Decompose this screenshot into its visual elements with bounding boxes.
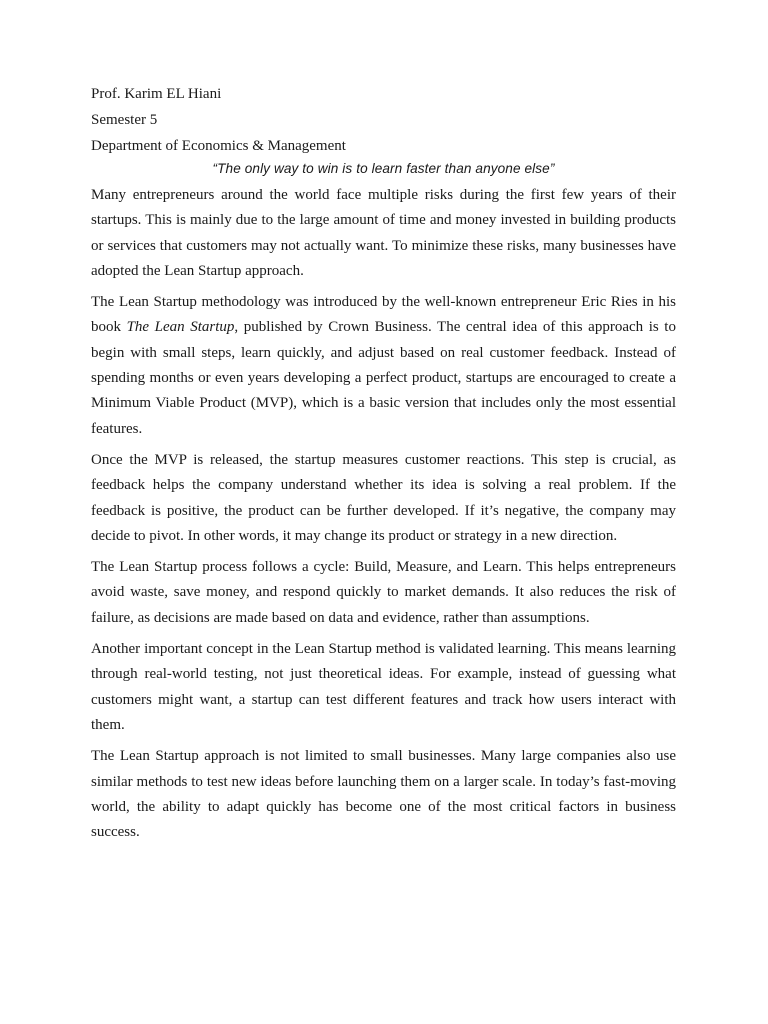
paragraph-2 xyxy=(91,290,676,442)
paragraph-2-text-end: , published by Crown Business. The central idea of this approach is to begin with small steps, learn quickly, and adjust based on real customer feedback. Instead of spending months or even years developing a perfect product, startups are encouraged to create a Minimum Viable Product (MVP), which is a basic version that includes only the most essential features. xyxy=(91,319,676,437)
department-line: Department of Economics & Management xyxy=(91,138,346,154)
author-line: Prof. Karim EL Hiani xyxy=(91,86,222,102)
paragraph-3: Once the MVP is released, the startup measures customer reactions. This step is crucial, as feedback helps the company understand whether its idea is solving a real problem. If the feedback is positive, the product can be further developed. If it’s negative, the company may decide to pivot. In other words, it may change its product or strategy in a new direction. xyxy=(91,451,676,544)
epigraph-quote: “The only way to win is to learn faster than anyone else” xyxy=(212,161,555,176)
document-page xyxy=(91,84,676,851)
paragraph-1: Many entrepreneurs around the world face multiple risks during the first few years of their startups. This is mainly due to the large amount of time and money invested in building products or services that customers may not actually want. To minimize these risks, many businesses have adopted the Lean Startup approach. xyxy=(91,187,676,279)
paragraph-5: Another important concept in the Lean Startup method is validated learning. This means learning through real-world testing, not just theoretical ideas. For example, instead of guessing what customers might want, a startup can test different features and track how users interact with them. xyxy=(91,641,676,733)
paragraph-2-text-start: The Lean Startup methodology was introduced by the well-known entrepreneur Eric Ries in his book xyxy=(91,294,676,336)
semester-line: Semester 5 xyxy=(91,112,158,128)
book-title: The Lean Startup xyxy=(126,319,235,336)
paragraph-6: The Lean Startup approach is not limited to small businesses. Many large companies also use similar methods to test new ideas before launching them on a larger scale. In today’s fast-moving world, the ability to adapt quickly has become one of the most critical factors in business success. xyxy=(91,748,676,841)
paragraph-4: The Lean Startup process follows a cycle: Build, Measure, and Learn. This helps entrepreneurs avoid waste, save money, and respond quickly to market demands. It also reduces the risk of failure, as decisions are made based on data and evidence, rather than assumptions. xyxy=(91,559,676,626)
